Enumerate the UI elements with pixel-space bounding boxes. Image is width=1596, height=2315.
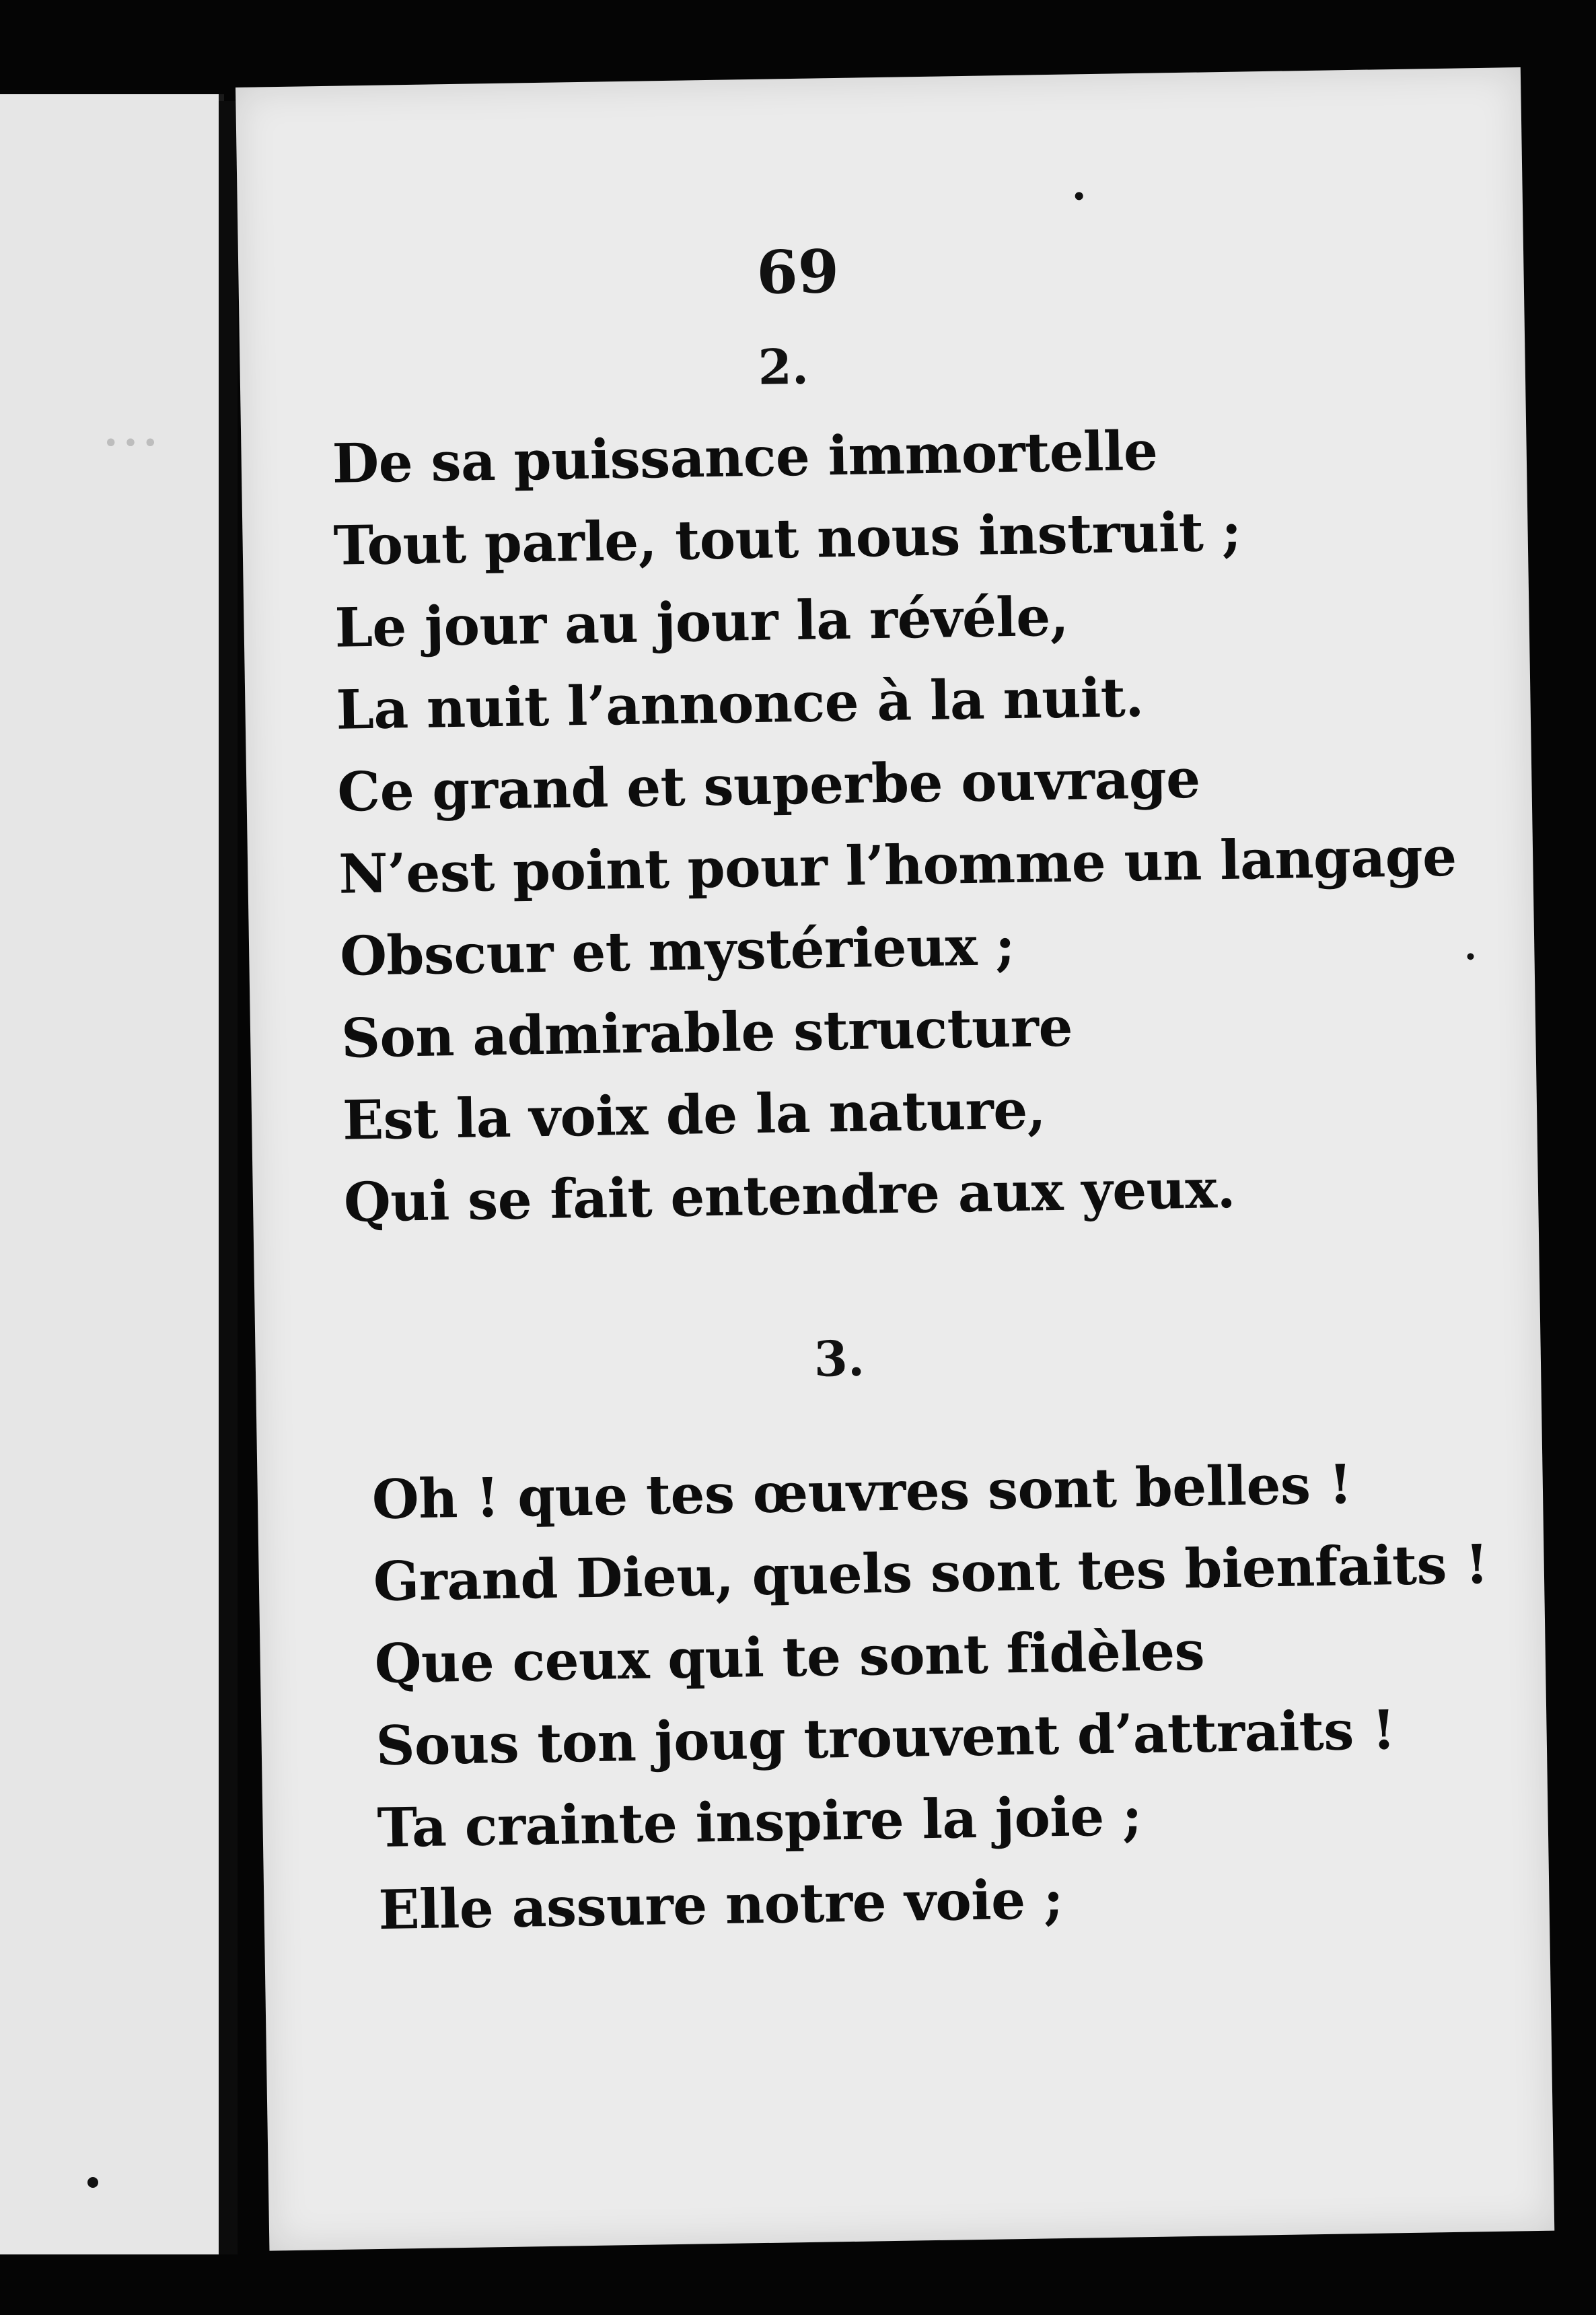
left-page-edge: … — [0, 94, 224, 2254]
stanza-number-3: 3. — [813, 1329, 865, 1388]
verse-line: Son admirable structure — [340, 995, 1073, 1070]
verse-line: Le jour au jour la révéle, — [334, 584, 1069, 660]
verse-line: Oh ! que tes œuvres sont belles ! — [371, 1452, 1353, 1532]
stanza-number-2: 2. — [757, 337, 809, 396]
verse-line: Obscur et mystérieux ; — [339, 913, 1015, 988]
right-page — [235, 67, 1554, 2251]
verse-line: La nuit l’annonce à la nuit. — [335, 665, 1145, 742]
verse-line: Ce grand et superbe ouvrage — [336, 746, 1201, 824]
verse-line: Tout parle, tout nous instruit ; — [332, 499, 1242, 577]
stanza-2 — [332, 405, 1462, 1244]
verse-line: Que ceux qui te sont fidèles — [374, 1618, 1205, 1696]
book-gutter — [219, 101, 238, 2254]
verse-line: N’est point pour l’homme un langage — [338, 824, 1457, 906]
page-number: 69 — [756, 236, 840, 308]
verse-line: Elle assure notre voie ; — [377, 1867, 1064, 1942]
ink-speck — [87, 2177, 98, 2188]
verse-line: Sous ton joug trouvent d’attraits ! — [375, 1698, 1396, 1778]
verse-line: Est la voix de la nature, — [342, 1077, 1046, 1152]
verse-line: Ta crainte inspire la joie ; — [376, 1784, 1142, 1860]
verse-line: Qui se fait entendre aux yeux. — [343, 1156, 1236, 1234]
stanza-3 — [371, 1441, 1494, 1951]
verse-line: Grand Dieu, quels sont tes bienfaits ! — [373, 1532, 1489, 1614]
ink-speck — [1075, 192, 1083, 200]
verse-line: De sa puissance immortelle — [332, 419, 1158, 495]
ink-speck — [1467, 953, 1474, 960]
